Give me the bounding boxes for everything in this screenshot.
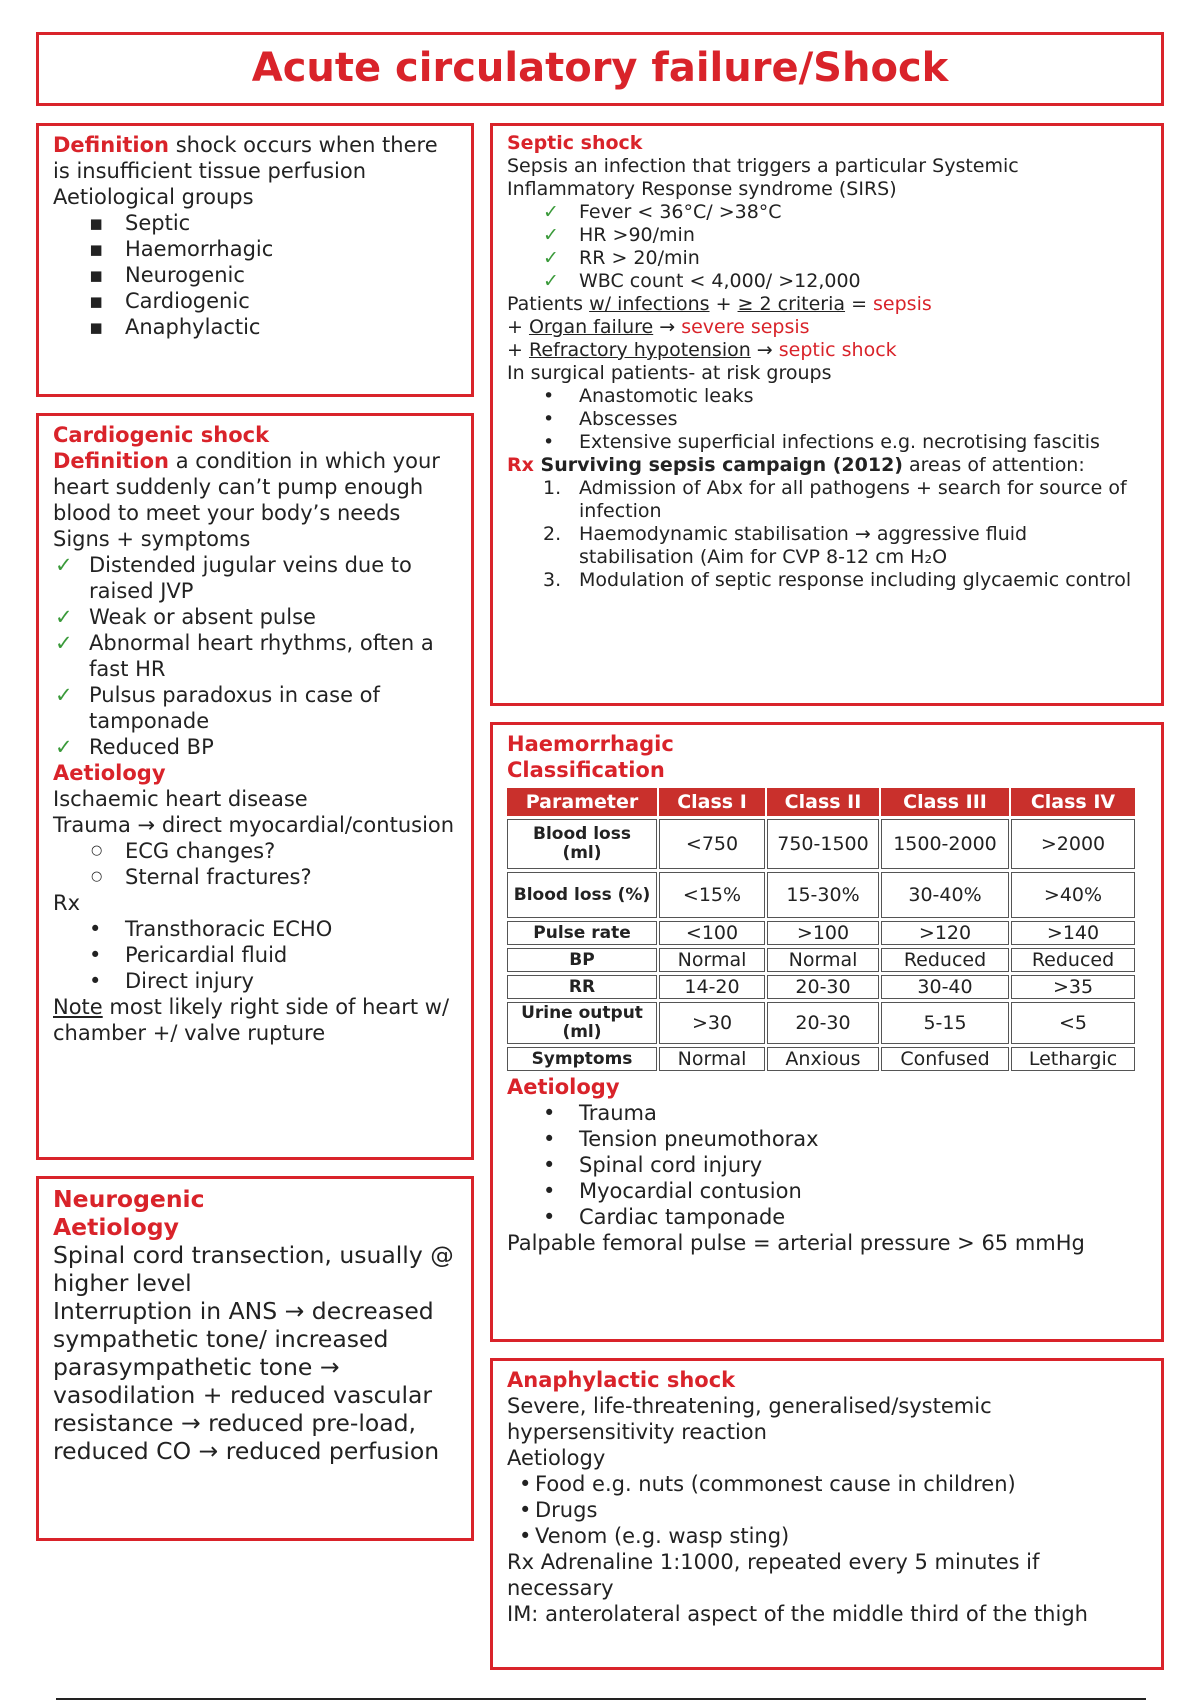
- anaphylactic-intro: Severe, life-threatening, generalised/systemic hypersensitivity reaction: [507, 1394, 992, 1444]
- list-item: ▪ Neurogenic: [53, 262, 457, 288]
- table-row: [507, 1002, 1135, 1044]
- table-cell: >140: [1011, 921, 1135, 945]
- list-item: • Transthoracic ECHO: [53, 916, 457, 942]
- table-cell: 15-30%: [767, 872, 879, 918]
- list-item: • Extensive superficial infections e.g. necrotising fascitis: [507, 431, 1147, 454]
- list-item: ○ Sternal fractures?: [53, 864, 457, 890]
- sepsis-definition-line: Patients w/ infections + ≥ 2 criteria = sepsis: [507, 293, 932, 315]
- table-cell: >35: [1011, 975, 1135, 999]
- table-cell: 5-15: [881, 1002, 1009, 1044]
- row-header: BP: [507, 948, 657, 972]
- list-item: • Drugs: [507, 1497, 1147, 1523]
- septic-heading: Septic shock: [507, 132, 643, 154]
- aetiology-sub-list: [53, 838, 457, 890]
- signs-list: [53, 552, 457, 760]
- row-header: Pulse rate: [507, 921, 657, 945]
- signs-label: Signs + symptoms: [53, 527, 251, 551]
- table-row: [507, 872, 1135, 918]
- cardiogenic-heading: Cardiogenic shock: [53, 423, 270, 447]
- cardiogenic-aetiology-label: Aetiology: [53, 761, 166, 785]
- table-cell: Reduced: [1011, 948, 1135, 972]
- list-item: ✓ WBC count < 4,000/ >12,000: [507, 270, 1147, 293]
- neurogenic-heading: Neurogenic: [53, 1185, 205, 1213]
- neurogenic-text: Spinal cord transection, usually @ higher level: [53, 1241, 454, 1297]
- list-item: ▪ Haemorrhagic: [53, 236, 457, 262]
- table-cell: Normal: [767, 948, 879, 972]
- list-item: ✓ Weak or absent pulse: [53, 604, 457, 630]
- column-header: Class III: [881, 788, 1009, 816]
- row-header: Symptoms: [507, 1047, 657, 1071]
- cardiogenic-note: Note most likely right side of heart w/ chamber +/ valve rupture: [53, 995, 450, 1045]
- neurogenic-section: [36, 1176, 474, 1541]
- neurogenic-text: Interruption in ANS → decreased sympathetic tone/ increased parasympathetic tone → vasodilation + reduced vascular resistance → reduced pre-load, reduced CO → reduced perfusion: [53, 1297, 440, 1465]
- column-header: Parameter: [507, 788, 657, 816]
- anaphylactic-im: IM: anterolateral aspect of the middle third of the thigh: [507, 1602, 1088, 1626]
- classification-label: Classification: [507, 758, 665, 782]
- table-cell: Normal: [659, 948, 765, 972]
- list-item: • Myocardial contusion: [507, 1178, 1147, 1204]
- list-item: ▪ Cardiogenic: [53, 288, 457, 314]
- aetiology-line: Ischaemic heart disease: [53, 787, 308, 811]
- haemorrhagic-heading: Haemorrhagic: [507, 732, 674, 756]
- column-header: Class II: [767, 788, 879, 816]
- list-item: • Venom (e.g. wasp sting): [507, 1523, 1147, 1549]
- row-header: RR: [507, 975, 657, 999]
- septic-rx-list: [507, 477, 1147, 592]
- table-cell: Normal: [659, 1047, 765, 1071]
- table-cell: 1500-2000: [881, 819, 1009, 869]
- table-cell: >40%: [1011, 872, 1135, 918]
- table-cell: 14-20: [659, 975, 765, 999]
- list-item: 3. Modulation of septic response including glycaemic control: [507, 569, 1147, 592]
- list-item: • Trauma: [507, 1100, 1147, 1126]
- table-cell: 30-40%: [881, 872, 1009, 918]
- table-cell: Reduced: [881, 948, 1009, 972]
- column-header: Class IV: [1011, 788, 1135, 816]
- list-item: ✓ Fever < 36°C/ >38°C: [507, 201, 1147, 224]
- aetiological-groups-label: Aetiological groups: [53, 185, 254, 209]
- aetiological-groups-list: [53, 210, 457, 340]
- aetiology-line: Trauma → direct myocardial/contusion: [53, 813, 455, 837]
- list-item: • Pericardial fluid: [53, 942, 457, 968]
- septic-rx-line: Rx Surviving sepsis campaign (2012) areas of attention:: [507, 454, 1085, 476]
- list-item: ▪ Septic: [53, 210, 457, 236]
- septic-intro: Sepsis an infection that triggers a particular Systemic Inflammatory Response syndrome (SIRS): [507, 155, 1019, 200]
- title-box: [36, 32, 1164, 106]
- severe-sepsis-line: + Organ failure → severe sepsis: [507, 316, 810, 338]
- list-item: • Direct injury: [53, 968, 457, 994]
- anaphylactic-aetiology-label: Aetiology: [507, 1446, 606, 1470]
- septic-section: [490, 123, 1164, 706]
- haemorrhagic-section: [490, 722, 1164, 1342]
- list-item: ✓ Reduced BP: [53, 734, 457, 760]
- list-item: ○ ECG changes?: [53, 838, 457, 864]
- list-item: ✓ Abnormal heart rhythms, often a fast HR: [53, 630, 457, 682]
- list-item: • Abscesses: [507, 408, 1147, 431]
- page-title: Acute circulatory failure/Shock: [251, 45, 949, 91]
- table-cell: <750: [659, 819, 765, 869]
- list-item: ✓ Distended jugular veins due to raised JVP: [53, 552, 457, 604]
- anaphylactic-rx: Rx Adrenaline 1:1000, repeated every 5 minutes if necessary: [507, 1550, 1040, 1600]
- row-header: Blood loss (ml): [507, 819, 657, 869]
- table-cell: Lethargic: [1011, 1047, 1135, 1071]
- row-header: Blood loss (%): [507, 872, 657, 918]
- table-row: [507, 921, 1135, 945]
- definition-text: Definition shock occurs when there is insufficient tissue perfusion: [53, 133, 438, 183]
- table-row: [507, 819, 1135, 869]
- list-item: • Tension pneumothorax: [507, 1126, 1147, 1152]
- list-item: • Spinal cord injury: [507, 1152, 1147, 1178]
- table-row: [507, 948, 1135, 972]
- list-item: ✓ HR >90/min: [507, 224, 1147, 247]
- rx-list: [53, 916, 457, 994]
- table-cell: 750-1500: [767, 819, 879, 869]
- list-item: ✓ RR > 20/min: [507, 247, 1147, 270]
- list-item: 1. Admission of Abx for all pathogens + search for source of infection: [507, 477, 1147, 523]
- table-cell: 20-30: [767, 1002, 879, 1044]
- table-cell: 30-40: [881, 975, 1009, 999]
- anaphylactic-heading: Anaphylactic shock: [507, 1368, 736, 1392]
- table-cell: <100: [659, 921, 765, 945]
- cardiogenic-definition: Definition a condition in which your heart suddenly can’t pump enough blood to meet your body’s needs: [53, 449, 440, 525]
- classification-table: [505, 785, 1137, 1074]
- list-item: ✓ Pulsus paradoxus in case of tamponade: [53, 682, 457, 734]
- table-cell: >2000: [1011, 819, 1135, 869]
- row-header: Urine output (ml): [507, 1002, 657, 1044]
- table-cell: <15%: [659, 872, 765, 918]
- table-cell: <5: [1011, 1002, 1135, 1044]
- haemorrhagic-aetiology-list: [507, 1100, 1147, 1230]
- table-header-row: [507, 788, 1135, 816]
- femoral-pulse-note: Palpable femoral pulse = arterial pressure > 65 mmHg: [507, 1231, 1085, 1255]
- table-cell: >100: [767, 921, 879, 945]
- rx-label: Rx: [53, 891, 81, 915]
- risk-groups-list: [507, 385, 1147, 454]
- table-cell: >120: [881, 921, 1009, 945]
- list-item: 2. Haemodynamic stabilisation → aggressive fluid stabilisation (Aim for CVP 8-12 cm H₂O: [507, 523, 1147, 569]
- definition-section: [36, 123, 474, 397]
- cardiogenic-section: [36, 413, 474, 1160]
- table-row: [507, 1047, 1135, 1071]
- anaphylactic-aetiology-list: [507, 1471, 1147, 1549]
- list-item: ▪ Anaphylactic: [53, 314, 457, 340]
- list-item: • Food e.g. nuts (commonest cause in children): [507, 1471, 1147, 1497]
- column-header: Class I: [659, 788, 765, 816]
- sirs-criteria-list: [507, 201, 1147, 293]
- neurogenic-aetiology-label: Aetiology: [53, 1213, 179, 1241]
- table-row: [507, 975, 1135, 999]
- list-item: • Anastomotic leaks: [507, 385, 1147, 408]
- table-cell: 20-30: [767, 975, 879, 999]
- list-item: • Cardiac tamponade: [507, 1204, 1147, 1230]
- risk-groups-label: In surgical patients- at risk groups: [507, 362, 832, 384]
- table-cell: Confused: [881, 1047, 1009, 1071]
- anaphylactic-section: [490, 1358, 1164, 1670]
- haemorrhagic-aetiology-label: Aetiology: [507, 1075, 620, 1099]
- septic-shock-line: + Refractory hypotension → septic shock: [507, 339, 897, 361]
- table-cell: >30: [659, 1002, 765, 1044]
- table-cell: Anxious: [767, 1047, 879, 1071]
